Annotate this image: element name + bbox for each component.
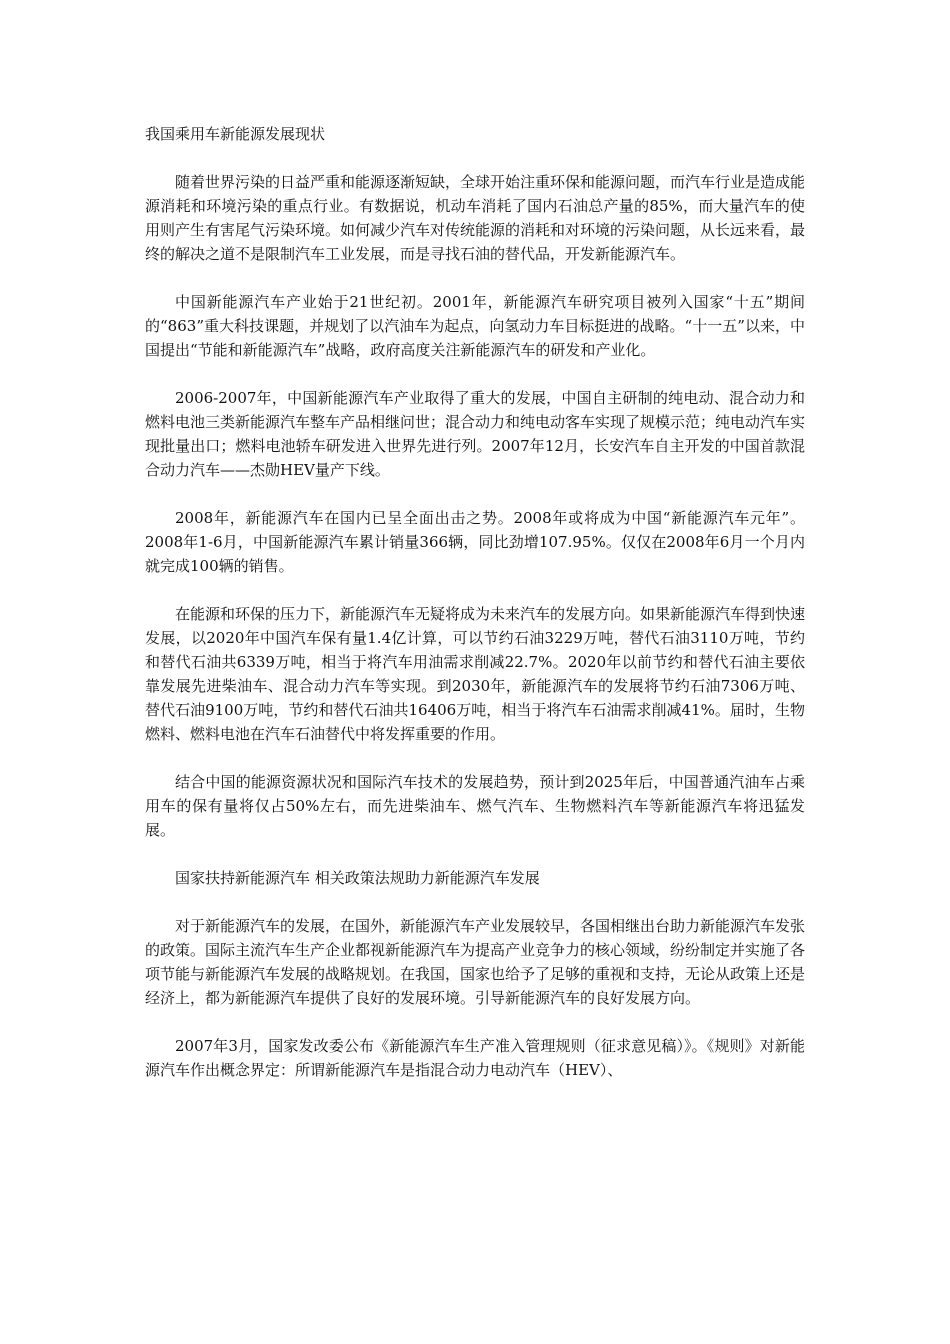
paragraph-policy-support: 对于新能源汽车的发展，在国外，新能源汽车产业发展较早，各国相继出台助力新能源汽车发张的政策。国际主流汽车生产企业都视新能源汽车为提高产业竞争力的核心领域，纷纷制定并实施了各项节能与新能源汽车发展的战略规划。在我国，国家也给予了足够的重视和支持，无论从政策上还是经济上，都为新能源汽车提供了良好的发展环境。引导新能源汽车的良好发展方向。 [145,917,806,1007]
section-heading: 国家扶持新能源汽车 相关政策法规助力新能源汽车发展 [175,869,540,887]
paragraph-intro: 随着世界污染的日益严重和能源逐渐短缺，全球开始注重环保和能源问题，而汽车行业是造成能源消耗和环境污染的重点行业。有数据说，机动车消耗了国内石油总产量的85%，而大量汽车的使用则产生有害尾气污染环境。如何减少汽车对传统能源的消耗和对环境的污染问题，从长远来看，最终的解决之道不是限制汽车工业发展，而是寻找石油的替代品，开发新能源汽车。 [145,173,806,263]
paragraph-forecast-2020-2030: 在能源和环保的压力下，新能源汽车无疑将成为未来汽车的发展方向。如果新能源汽车得到快速发展，以2020年中国汽车保有量1.4亿计算，可以节约石油3229万吨，替代石油3110万吨，节约和替代石油共6339万吨，相当于将汽车用油需求削减22.7%。2020年以前节约和替代石油主要依靠发展先进柴油车、混合动力汽车等实现。到2030年，新能源汽车的发展将节约石油7306万吨、替代石油9100万吨，节约和替代石油共16406万吨，相当于将汽车石油需求削减41%。届时，生物燃料、燃料电池在汽车石油替代中将发挥重要的作用。 [145,605,806,743]
paragraph-2006-2007: 2006-2007年，中国新能源汽车产业取得了重大的发展，中国自主研制的纯电动、混合动力和燃料电池三类新能源汽车整车产品相继问世；混合动力和纯电动客车实现了规模示范；纯电动汽车实现批量出口；燃料电池轿车研发进入世界先进行列。2007年12月，长安汽车自主开发的中国首款混合动力汽车——杰勋HEV量产下线。 [145,389,806,479]
paragraph-forecast-2025: 结合中国的能源资源状况和国际汽车技术的发展趋势，预计到2025年后，中国普通汽油车占乘用车的保有量将仅占50%左右，而先进柴油车、燃气汽车、生物燃料汽车等新能源汽车将迅猛发展。 [145,773,805,839]
paragraph-2008: 2008年，新能源汽车在国内已呈全面出击之势。2008年或将成为中国“新能源汽车元年”。2008年1-6月，中国新能源汽车累计销量366辆，同比劲增107.95%。仅仅在2008年6月一个月内就完成100辆的销售。 [145,509,805,575]
document-body [145,122,805,1082]
paragraph-industry-origin: 中国新能源汽车产业始于21世纪初。2001年，新能源汽车研究项目被列入国家“十五”期间的“863”重大科技课题，并规划了以汽油车为起点，向氢动力车目标挺进的战略。“十一五”以来，中国提出“节能和新能源汽车”战略，政府高度关注新能源汽车的研发和产业化。 [145,293,805,359]
document-title: 我国乘用车新能源发展现状 [145,125,326,143]
paragraph-2007-regulation: 2007年3月，国家发改委公布《新能源汽车生产准入管理规则（征求意见稿）》。《规则》对新能源汽车作出概念界定：所谓新能源汽车是指混合动力电动汽车（HEV）、 [145,1037,805,1079]
